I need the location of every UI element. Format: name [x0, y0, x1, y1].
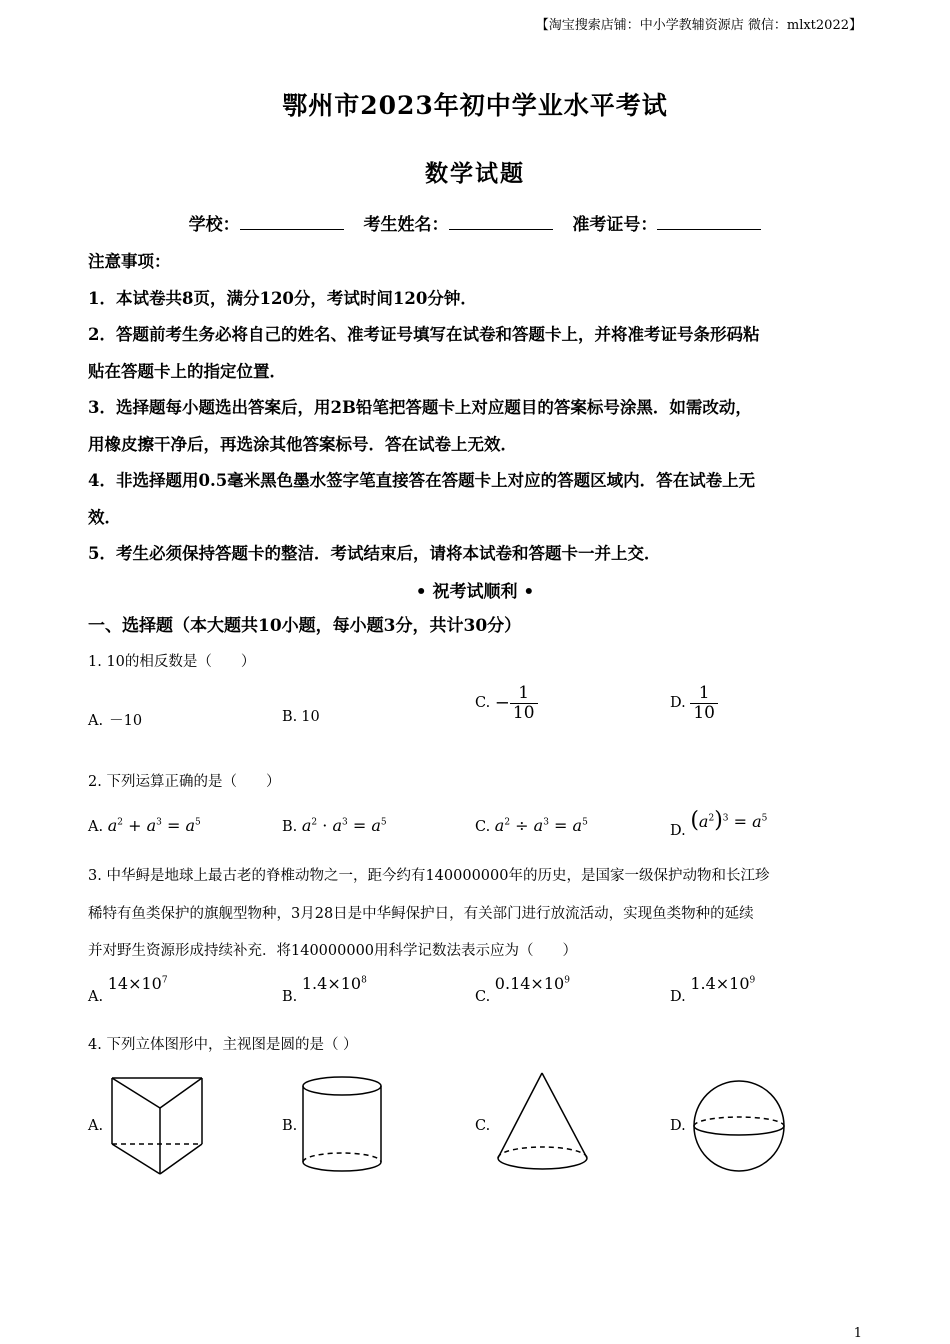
question-2-stem: 2. 下列运算正确的是（ ） [88, 774, 281, 790]
q3-option-d[interactable] [670, 974, 755, 1005]
var: a [533, 816, 544, 835]
exp: 5 [761, 813, 768, 824]
denominator: 10 [510, 703, 538, 723]
paren-right: ) [714, 808, 723, 833]
option-label: D. [670, 823, 686, 839]
exp: 5 [380, 817, 387, 828]
question-3-line: 3. 中华鲟是地球上最古老的脊椎动物之一，距今约有140000000年的历史，是国家一级保护动物和长江珍 [88, 868, 770, 884]
notice-line: 效． [88, 508, 121, 527]
expression [690, 974, 755, 993]
base: 1.4×10 [301, 974, 362, 993]
base: 0.14×10 [494, 974, 565, 993]
expression [108, 974, 168, 993]
base: 14×10 [107, 974, 162, 993]
q1-option-c[interactable] [475, 684, 538, 722]
exp: 3 [341, 817, 348, 828]
q3-option-b[interactable] [282, 974, 367, 1005]
minus-sign: − [494, 692, 510, 714]
q4-option-c-label[interactable]: C. [475, 1118, 491, 1134]
denominator: 10 [690, 703, 718, 723]
exam-no-label: 准考证号： [572, 215, 658, 235]
exam-no-blank[interactable] [657, 217, 761, 230]
option-label: A. [88, 989, 104, 1005]
var: a [146, 816, 157, 835]
school-label: 学校： [188, 215, 240, 235]
var: a [494, 816, 505, 835]
option-label: C. [475, 819, 491, 835]
option-text: 10 [301, 709, 320, 725]
q1-option-b[interactable] [282, 709, 320, 725]
exp: 2 [504, 817, 511, 828]
var: a [185, 816, 195, 835]
q4-option-a-label[interactable]: A. [88, 1118, 104, 1134]
op: + [128, 816, 142, 835]
cone-figure[interactable] [494, 1070, 592, 1176]
var: a [752, 812, 762, 831]
option-label: D. [670, 989, 686, 1005]
q2-option-b[interactable] [282, 816, 387, 835]
expression [108, 816, 201, 835]
op: = [733, 812, 748, 831]
option-text: －10 [109, 713, 143, 729]
expression [302, 816, 387, 835]
section-heading: 一、选择题（本大题共10小题，每小题3分，共计30分） [88, 616, 522, 636]
name-blank[interactable] [449, 217, 553, 230]
q4-option-d-label[interactable]: D. [670, 1118, 686, 1134]
question-3-line: 并对野生资源形成持续补充．将140000000用科学记数法表示应为（ ） [88, 943, 578, 959]
var: a [371, 816, 381, 835]
var: a [107, 816, 118, 835]
q1-option-a[interactable] [88, 709, 142, 730]
var: a [572, 816, 583, 835]
exp: 2 [311, 817, 318, 828]
question-1-stem: 1. 10的相反数是（ ） [88, 654, 256, 670]
exp: 8 [361, 975, 367, 986]
header-note: 【淘宝搜索店铺：中小学教辅资源店 微信：mlxt2022】 [535, 18, 862, 33]
notice-line: 贴在答题卡上的指定位置． [88, 362, 286, 381]
numerator: 1 [518, 683, 530, 703]
name-label: 考生姓名： [363, 215, 449, 235]
exp: 2 [117, 817, 123, 828]
page-number: 1 [853, 1326, 862, 1341]
op: = [554, 816, 568, 835]
option-label: B. [282, 709, 298, 725]
q2-option-a[interactable] [88, 816, 201, 835]
op: · [322, 816, 328, 835]
exp: 9 [564, 975, 570, 986]
student-info-row [0, 210, 950, 235]
var: a [332, 816, 342, 835]
exp: 5 [582, 817, 588, 828]
expression [495, 816, 588, 835]
good-luck-text: • 祝考试顺利 • [415, 582, 535, 602]
exp: 3 [543, 817, 549, 828]
expression [690, 808, 768, 833]
question-4-stem: 4. 下列立体图形中，主视图是圆的是（ ） [88, 1037, 358, 1053]
exp: 3 [722, 813, 729, 824]
option-label: C. [475, 695, 491, 712]
q3-option-c[interactable] [475, 974, 570, 1005]
notice-line: 3．选择题每小题选出答案后，用2B铅笔把答题卡上对应题目的答案标号涂黑．如需改动， [88, 398, 752, 417]
exp: 5 [195, 817, 201, 828]
fraction [510, 684, 538, 722]
sphere-figure[interactable] [690, 1077, 788, 1175]
option-label: A. [88, 819, 104, 835]
notice-line: 用橡皮擦干净后，再选涂其他答案标号．答在试卷上无效． [88, 435, 517, 454]
option-label: C. [475, 989, 491, 1005]
exp: 7 [161, 975, 168, 986]
exp: 2 [708, 813, 715, 824]
exp: 3 [156, 817, 162, 828]
var: a [301, 816, 312, 835]
cylinder-figure[interactable] [298, 1074, 388, 1178]
q3-option-a[interactable] [88, 974, 168, 1005]
option-label: B. [282, 989, 298, 1005]
var: a [698, 812, 709, 831]
numerator: 1 [698, 683, 710, 703]
q4-option-b-label[interactable]: B. [282, 1118, 298, 1134]
expression [495, 974, 570, 993]
q1-option-d[interactable] [670, 684, 718, 722]
expression [302, 974, 367, 993]
option-label: B. [282, 819, 298, 835]
option-label: D. [670, 695, 686, 712]
notice-line: 2．答题前考生务必将自己的姓名、准考证号填写在试卷和答题卡上，并将准考证号条形码粘 [88, 325, 760, 344]
q2-option-c[interactable] [475, 816, 588, 835]
question-3-line: 稀特有鱼类保护的旗舰型物种，3月28日是中华鲟保护日，有关部门进行放流活动，实现鱼类物种的延续 [88, 906, 754, 922]
paren-left: ( [690, 808, 699, 833]
page-subtitle: 数学试题 [425, 160, 525, 187]
school-blank[interactable] [240, 217, 344, 230]
notice-line: 1．本试卷共8页，满分120分，考试时间120分钟． [88, 289, 477, 308]
option-label: A. [88, 713, 104, 729]
notice-line: 5．考生必须保持答题卡的整洁．考试结束后，请将本试卷和答题卡一并上交． [88, 544, 661, 563]
fraction [690, 684, 718, 722]
op: = [352, 816, 367, 835]
triangular-prism-figure[interactable] [104, 1074, 208, 1178]
page-title: 鄂州市2023年初中学业水平考试 [282, 91, 668, 120]
exp: 9 [749, 975, 756, 986]
notice-heading: 注意事项： [88, 252, 171, 271]
q2-option-d[interactable] [670, 808, 767, 839]
base: 1.4×10 [690, 974, 750, 993]
op: = [166, 816, 181, 835]
op: ÷ [515, 816, 529, 835]
notice-line: 4．非选择题用0.5毫米黑色墨水签字笔直接答在答题卡上对应的答题区域内．答在试卷上无 [88, 471, 756, 490]
